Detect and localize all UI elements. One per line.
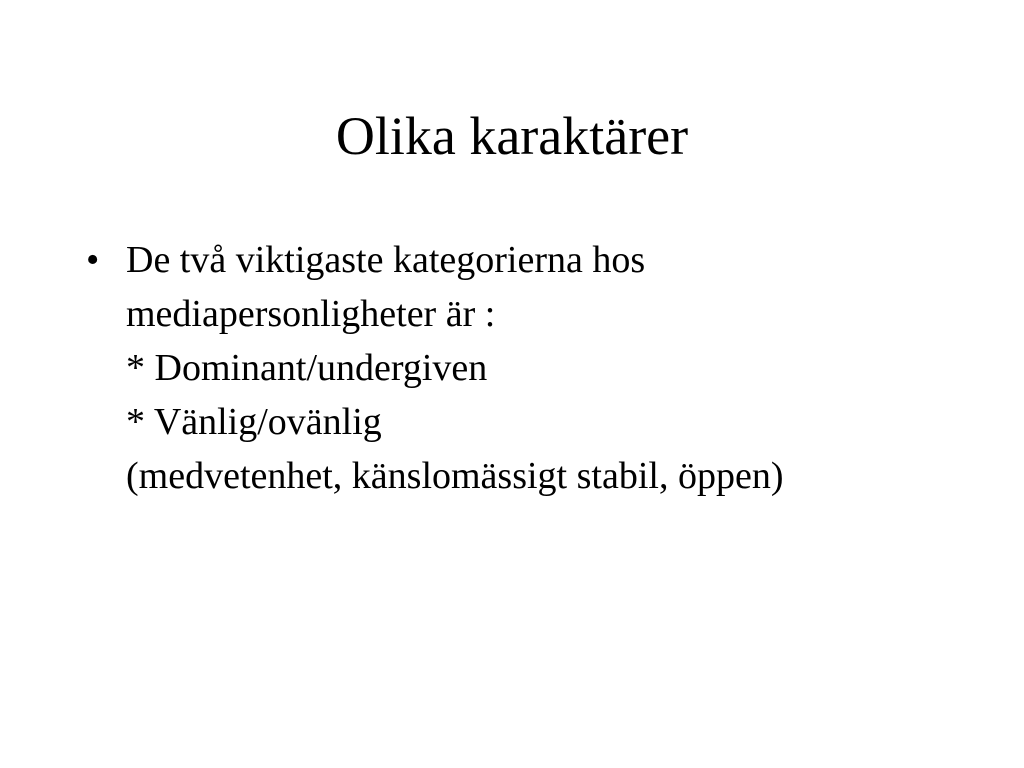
bullet-list <box>86 233 986 503</box>
slide-title: Olika karaktärer <box>335 106 689 166</box>
bullet-marker-icon: • <box>86 239 100 281</box>
bullet-line-traits: (medvetenhet, känslomässigt stabil, öppen) <box>126 455 784 497</box>
bullet-line-friendly: * Vänlig/ovänlig <box>126 401 382 443</box>
bullet-line-intro: De två viktigaste kategorierna hos <box>126 239 646 281</box>
bullet-item <box>86 233 986 503</box>
bullet-line-intro-continued: mediapersonligheter är : <box>126 293 496 335</box>
bullet-line-dominant: * Dominant/undergiven <box>126 347 488 389</box>
